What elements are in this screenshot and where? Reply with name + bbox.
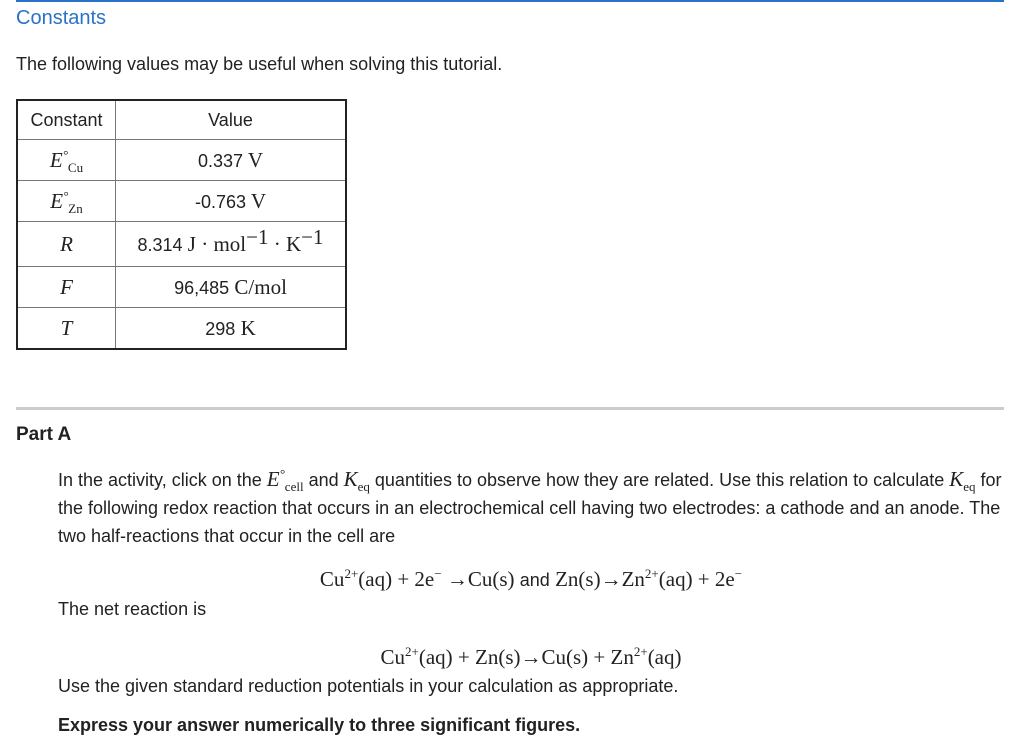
table-row	[17, 267, 346, 308]
constant-symbol: R	[17, 222, 116, 267]
answer-instruction: Express your answer numerically to three significant figures.	[58, 715, 581, 735]
constants-table	[16, 99, 347, 350]
part-a-heading: Part A	[16, 424, 72, 445]
part-a-description: In the activity, click on the $E^\circ_{cell}$ and $K_{eq}$ quantities to observe how they are related. Use this relation to calculate $K_{eq}$ for the following redox reaction that occurs in an electrochemical cell having two electrodes: a cathode and an anode. The two half-reactions that occur in the cell are	[58, 466, 1002, 546]
constant-symbol: $E^\circ_{Cu}$	[17, 140, 116, 181]
constant-value: 0.337 V	[116, 140, 347, 181]
net-reaction-label: The net reaction is	[58, 599, 207, 619]
table-row	[17, 140, 346, 181]
constant-symbol: T	[17, 308, 116, 350]
constant-symbol: F	[17, 267, 116, 308]
constant-value: -0.763 V	[116, 181, 347, 222]
table-row	[17, 181, 346, 222]
top-rule	[16, 0, 1004, 2]
constants-heading: Constants	[16, 7, 107, 29]
header-constant: Constant	[17, 100, 116, 140]
constant-value: 298 K	[116, 308, 347, 350]
table-row	[17, 222, 346, 267]
constant-symbol: $E^\circ_{Zn}$	[17, 181, 116, 222]
header-value: Value	[116, 100, 347, 140]
constant-value: 96,485 C/mol	[116, 267, 347, 308]
constants-intro: The following values may be useful when solving this tutorial.	[16, 54, 503, 74]
section-divider	[16, 407, 1004, 410]
half-reactions-equation: $Cu^{2+}(aq) + 2e^- \to Cu(s)$ and $Zn(s)\to Zn^{2+}(aq) + 2e^-$	[319, 566, 743, 591]
use-potentials-text: Use the given standard reduction potentials in your calculation as appropriate.	[58, 676, 679, 696]
constant-value: 8.314 $J \cdot mol^{-1} \cdot K^{-1}$	[116, 222, 347, 267]
net-reaction-equation: $Cu^{2+}(aq) + Zn(s)\to Cu(s) + Zn^{2+}(aq)$	[380, 644, 682, 669]
table-row	[17, 308, 346, 350]
